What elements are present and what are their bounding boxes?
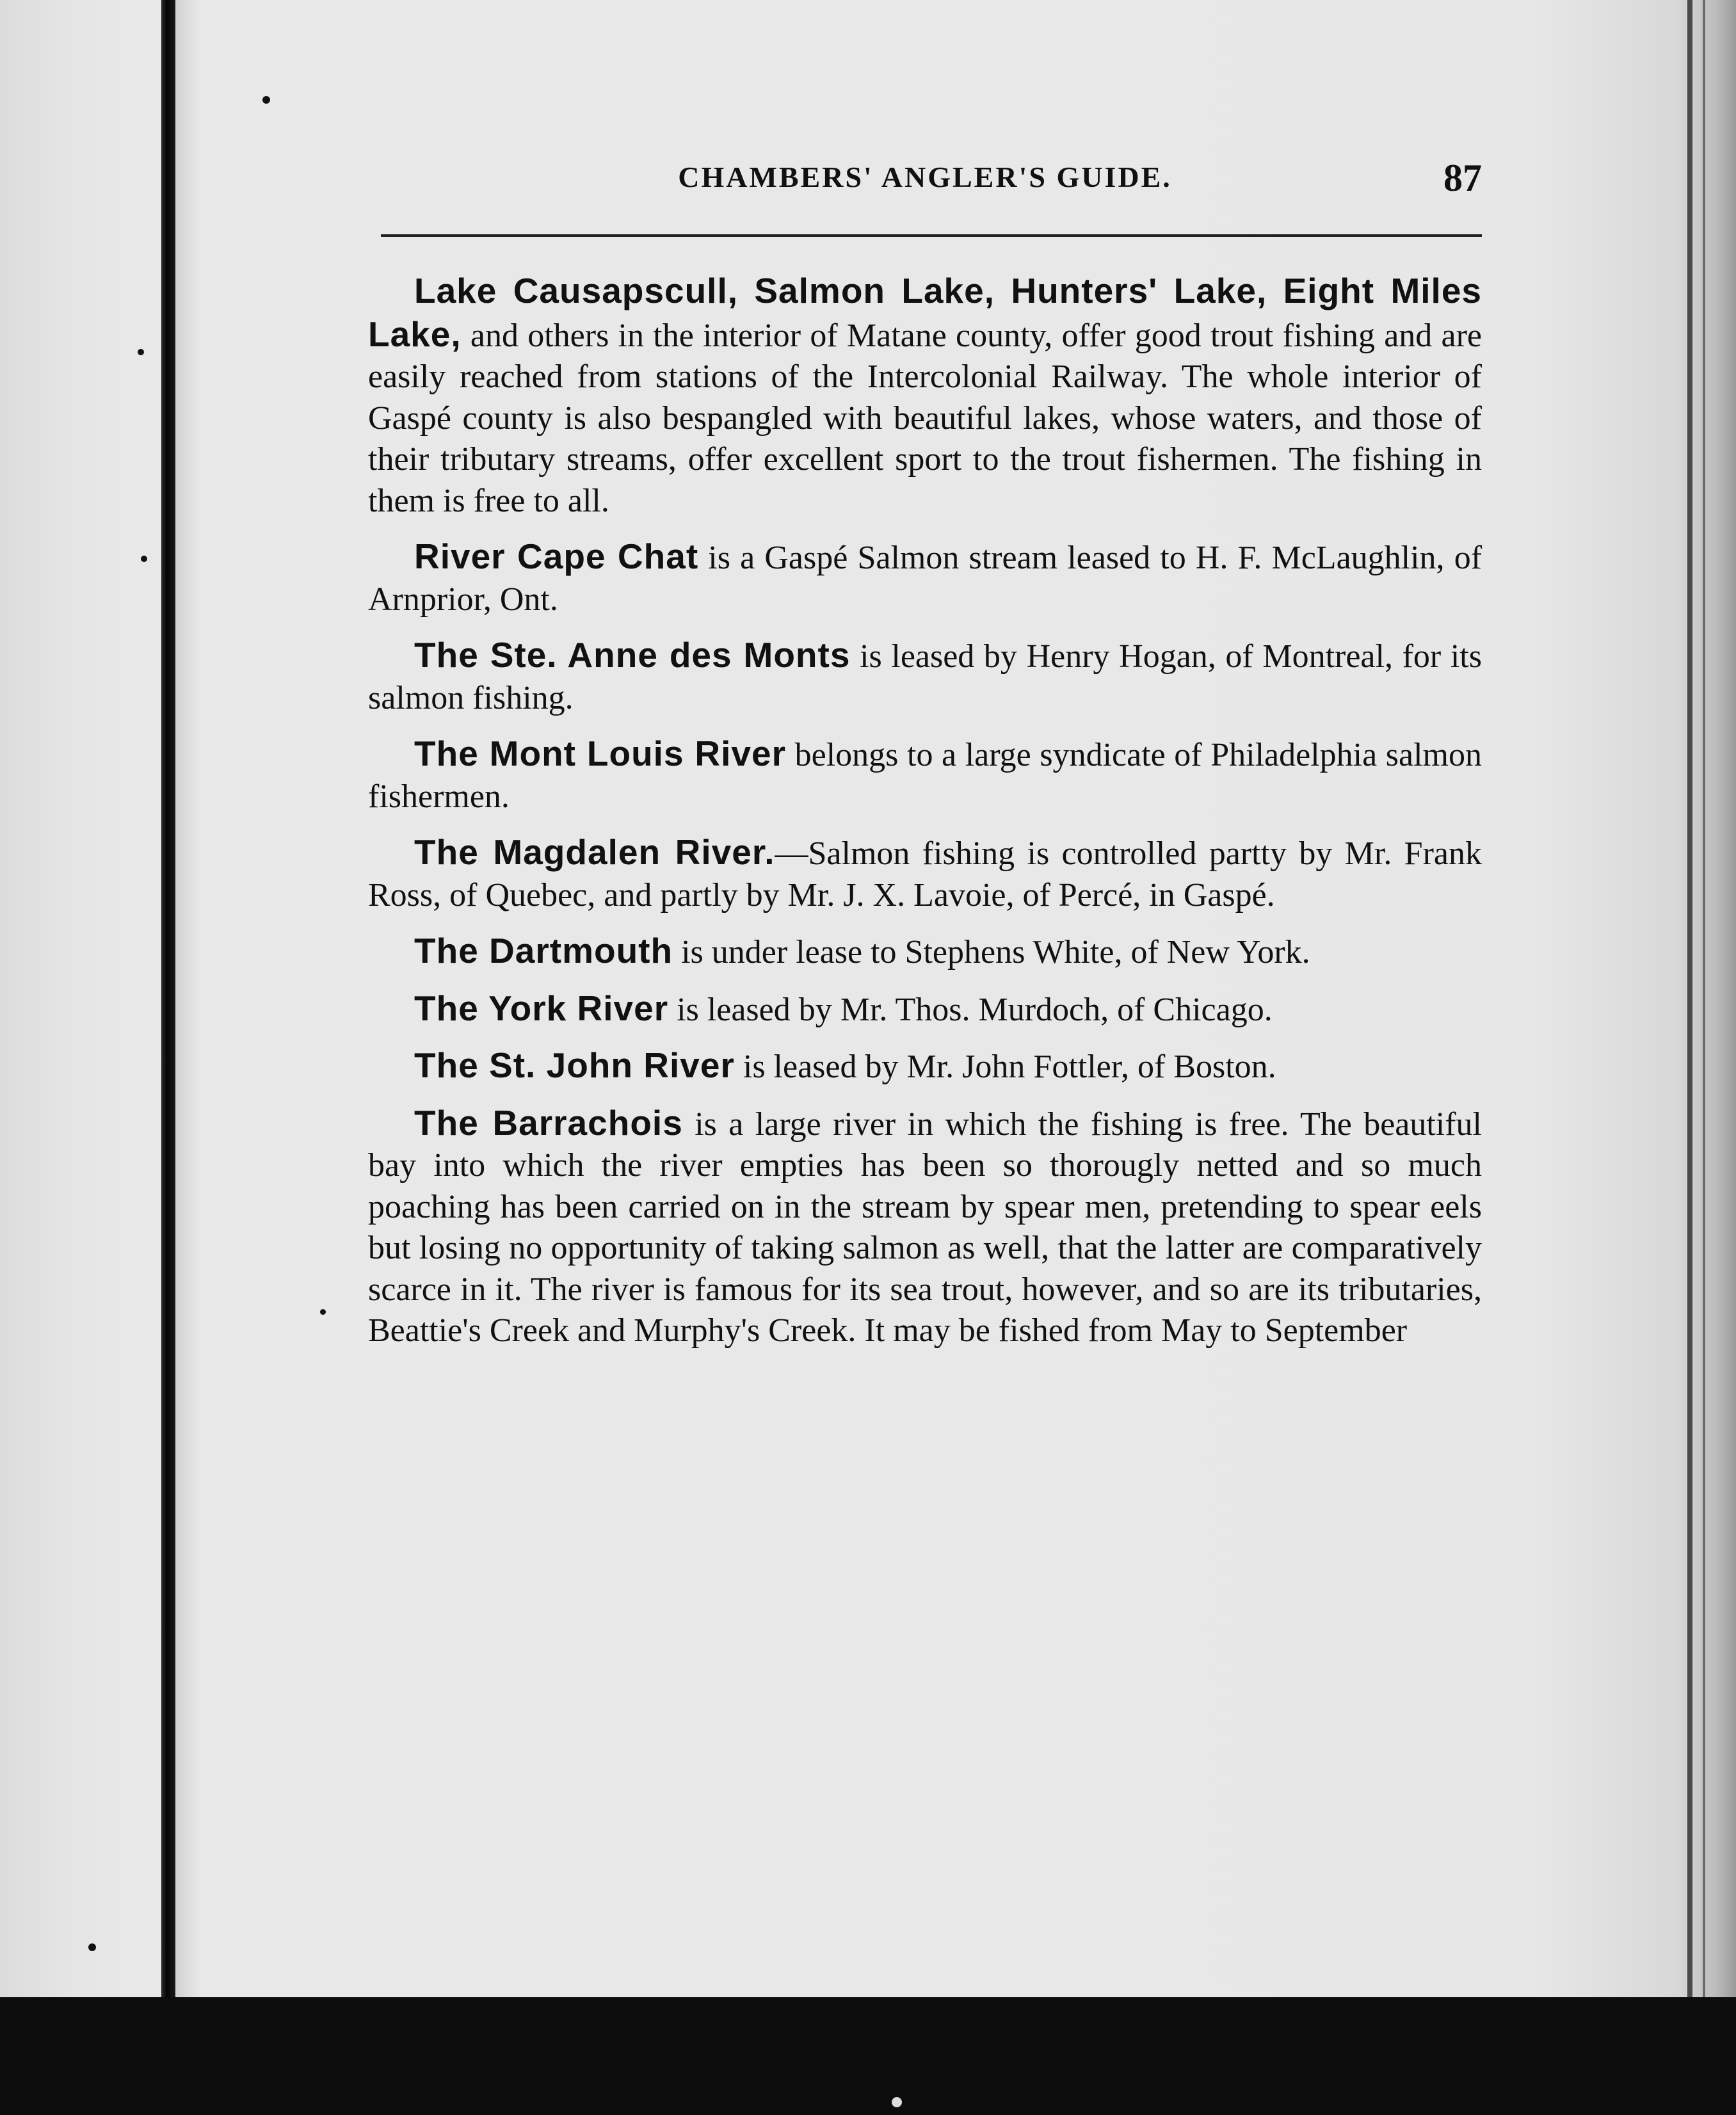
paragraph-text: belongs to a large syndicate of Philadelphia salmon fishermen. (368, 737, 1483, 815)
scan-border (0, 1997, 1736, 2115)
paragraph-magdalen (368, 832, 1482, 916)
paragraph-text: is a Gaspé Salmon stream leased to H. F. McLaughlin, of Arnprior, Ont. (368, 540, 1483, 618)
paragraph-text: is leased by Henry Hogan, of Montreal, for its salmon fishing. (368, 638, 1482, 716)
paragraph-dartmouth (368, 930, 1482, 974)
paragraph-heading: Lake Causapscull, Salmon Lake, Hunters' Lake, Eight Miles Lake, (368, 271, 1482, 354)
paragraph-barrachois (368, 1102, 1482, 1352)
paragraph-heading: The Mont Louis River (414, 734, 787, 773)
paragraph-heading: The Magdalen River. (414, 832, 775, 872)
paragraph-heading: The Barrachois (414, 1102, 683, 1143)
paragraph-lakes (368, 270, 1482, 522)
paragraph-heading: The Ste. Anne des Monts (414, 635, 851, 675)
ink-speck (88, 1943, 96, 1951)
paragraph-york (368, 988, 1482, 1031)
binding-gutter (161, 0, 175, 1997)
gutter-shadow (175, 0, 201, 1997)
paragraph-text: —Salmon fishing is controlled partty by Mr. Frank Ross, of Quebec, and partly by Mr. J. X. Lavoie, of Percé, in Gaspé. (368, 835, 1482, 913)
ink-speck (141, 556, 147, 562)
page-edge (1687, 0, 1692, 1997)
ink-speck (138, 349, 144, 355)
paragraph-text: is a large river in which the fishing is free. The beautiful bay into which the river empties has been so thorougly netted and so much poaching has been carried on in the stream by spear men, pretending to spear eels but losing no opportunity of taking salmon as well, that the latter are comparatively scarce in it. The river is famous for its sea trout, however, and so are its tributaries, Beattie's Creek and Murphy's Creek. It may be fished from May to September (368, 1106, 1483, 1349)
paragraph-cape-chat (368, 536, 1482, 620)
header-rule (381, 234, 1482, 237)
paragraph-ste-anne (368, 634, 1482, 719)
paragraph-heading: The St. John River (414, 1045, 735, 1085)
body-text (368, 270, 1482, 1366)
page-edge-inner (1703, 0, 1705, 1997)
book-page (368, 147, 1483, 1349)
paragraph-text: is leased by Mr. Thos. Murdoch, of Chicago. (668, 991, 1273, 1028)
ink-speck (320, 1309, 326, 1315)
paragraph-heading: River Cape Chat (414, 536, 699, 576)
paragraph-text: and others in the interior of Matane county, offer good trout fishing and are easily reached from stations of the Intercolonial Railway. The whole interior of Gaspé county is also bespangled with beautiful lakes, whose waters, and those of their tributary streams, offer excellent sport to the trout fishermen. The fishing in them is free to all. (368, 317, 1482, 519)
ink-speck (892, 2097, 902, 2107)
paragraph-text: is leased by Mr. John Fottler, of Boston. (734, 1049, 1276, 1085)
paragraph-mont-louis (368, 733, 1482, 817)
paragraph-text: is under lease to Stephens White, of New York. (673, 934, 1310, 970)
ink-speck (262, 96, 270, 104)
paragraph-heading: The York River (414, 988, 669, 1028)
running-title: CHAMBERS' ANGLER'S GUIDE. (678, 161, 1172, 193)
paragraph-heading: The Dartmouth (414, 931, 673, 970)
running-header (368, 147, 1482, 218)
paragraph-st-john (368, 1045, 1482, 1088)
page-number: 87 (1443, 157, 1482, 199)
